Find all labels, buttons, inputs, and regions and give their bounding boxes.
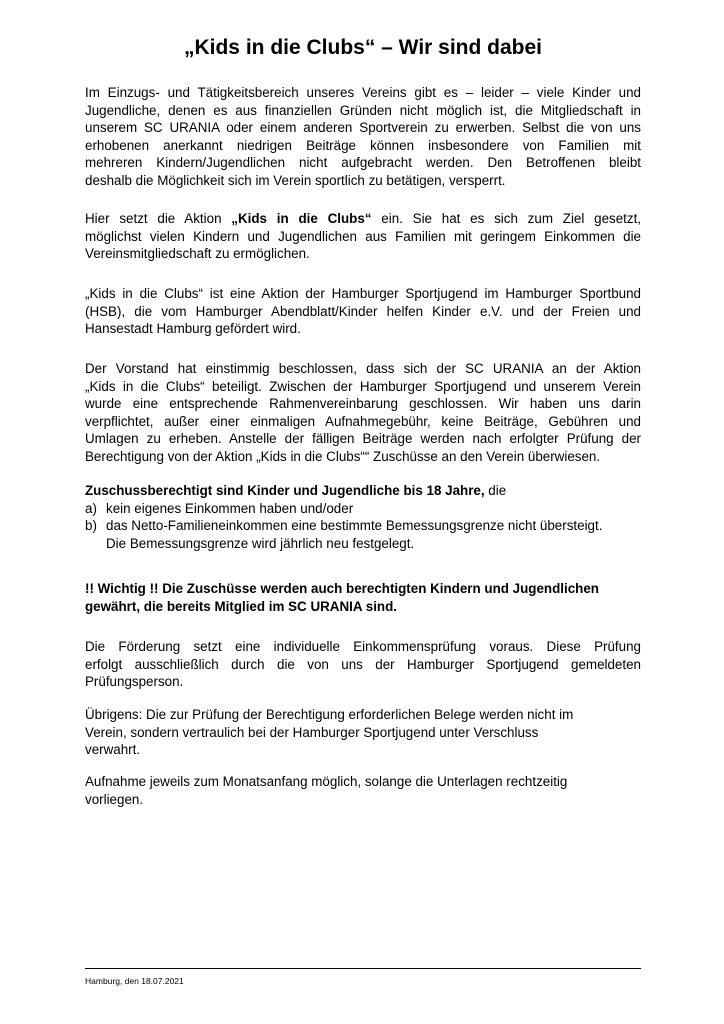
text-line: Übrigens: Die zur Prüfung der Berechtigung erforderlichen Belege werden nicht im [85, 707, 574, 722]
text-line: vorliegen. [85, 791, 144, 807]
text-line: verwahrt. [85, 742, 141, 757]
text-line: Der Vorstand hat einstimmig beschlossen, dass sich der SC URANIA an der Aktion [85, 361, 641, 376]
eligibility-note: Die Bemessungsgrenze wird jährlich neu festgelegt. [106, 535, 415, 551]
footer-date: Hamburg, den 18.07.2021 [85, 976, 184, 986]
paragraph-documents [85, 706, 641, 759]
list-item-text: das Netto-Familieneinkommen eine bestimmte Bemessungsgrenze nicht übersteigt. [106, 518, 603, 533]
text-line: möglichst vielen Kindern und Jugendlichen aus Familien mit geringem Einkommen die [85, 228, 641, 244]
text-line: Die Förderung setzt eine individuelle Einkommensprüfung voraus. Diese Prüfung [85, 639, 641, 654]
paragraph-intro [85, 84, 641, 189]
list-item-label: b) [85, 518, 97, 533]
text-line: „Kids in die Clubs“ beteiligt. Zwischen der Hamburger Sportjugend und unserem Verein [85, 378, 641, 394]
paragraph-admission [85, 773, 641, 808]
eligibility-heading-tail: die [484, 483, 507, 498]
eligibility-heading-bold: Zuschussberechtigt sind Kinder und Jugendliche bis 18 Jahre, [85, 483, 485, 498]
list-item [85, 517, 641, 535]
text-line [85, 210, 641, 228]
text-line: deshalb die Möglichkeit sich im Verein sportlich zu betätigen, versperrt. [85, 172, 506, 188]
list-item-label: a) [85, 500, 97, 516]
text-line: Prüfungsperson. [85, 674, 184, 689]
text-line: (HSB), die vom Hamburger Abendblatt/Kinder helfen Kinder e.V. und der Freien und [85, 303, 641, 319]
eligibility-heading [85, 482, 641, 500]
important-notice [85, 580, 641, 615]
text-line: Hansestadt Hamburg gefördert wird. [85, 321, 301, 336]
text-line: „Kids in die Clubs“ ist eine Aktion der Hamburger Sportjugend im Hamburger Sportbund [85, 286, 641, 301]
paragraph-board-decision [85, 360, 641, 465]
text-line: gewährt, die bereits Mitglied im SC URANIA sind. [85, 598, 397, 614]
text-line: Verein, sondern vertraulich bei der Hamburger Sportjugend unter Verschluss [85, 724, 539, 740]
text-line: verpflichtet, außer einer einmaligen Aufnahmegebühr, keine Beiträge, Gebühren und [85, 413, 641, 429]
eligibility-section [85, 482, 641, 552]
action-name-bold: „Kids in die Clubs“ [231, 211, 372, 226]
text-line: erhobenen anerkannt niedrigen Beiträge können insbesondere von Familien mit [85, 137, 641, 153]
text-line: Berechtigung von der Aktion „Kids in die Clubs““ Zuschüsse an den Verein überwiesen. [85, 448, 601, 464]
text-line: wurde eine entsprechende Rahmenvereinbarung geschlossen. Wir haben uns darin [85, 396, 641, 411]
paragraph-action [85, 210, 641, 263]
text-fragment: ein. Sie hat es sich zum Ziel gesetzt, [371, 211, 642, 226]
text-line: Aufnahme jeweils zum Monatsanfang möglich, solange die Unterlagen rechtzeitig [85, 774, 568, 789]
text-line: mehreren Kindern/Jugendlichen nicht aufgebracht werden. Den Betroffenen bleibt [85, 155, 641, 170]
text-line: erfolgt ausschließlich durch die von uns der Hamburger Sportjugend gemeldeten [85, 656, 641, 672]
paragraph-income-check [85, 638, 641, 691]
text-line: Im Einzugs- und Tätigkeitsbereich unseres Vereins gibt es – leider – viele Kinder und [85, 85, 641, 100]
text-line: Jugendliche, denen es aus finanziellen Gründen nicht möglich ist, die Mitgliedschaft in [85, 102, 641, 118]
paragraph-sponsors [85, 285, 641, 338]
text-line: Umlagen zu erheben. Anstelle der fälligen Beiträge werden nach erfolgter Prüfung der [85, 431, 641, 446]
text-line: unserem SC URANIA oder einem anderen Sportverein zu erwerben. Selbst die von uns [85, 120, 641, 135]
list-item [85, 500, 641, 518]
text-fragment: Hier setzt die Aktion [85, 211, 232, 226]
list-item-text: kein eigenes Einkommen haben und/oder [106, 500, 354, 516]
page-title: „Kids in die Clubs“ – Wir sind dabei [183, 36, 543, 59]
text-line: Vereinsmitgliedschaft zu ermöglichen. [85, 246, 310, 261]
text-line: !! Wichtig !! Die Zuschüsse werden auch berechtigten Kindern und Jugendlichen [85, 581, 599, 596]
footer-divider [85, 968, 641, 969]
